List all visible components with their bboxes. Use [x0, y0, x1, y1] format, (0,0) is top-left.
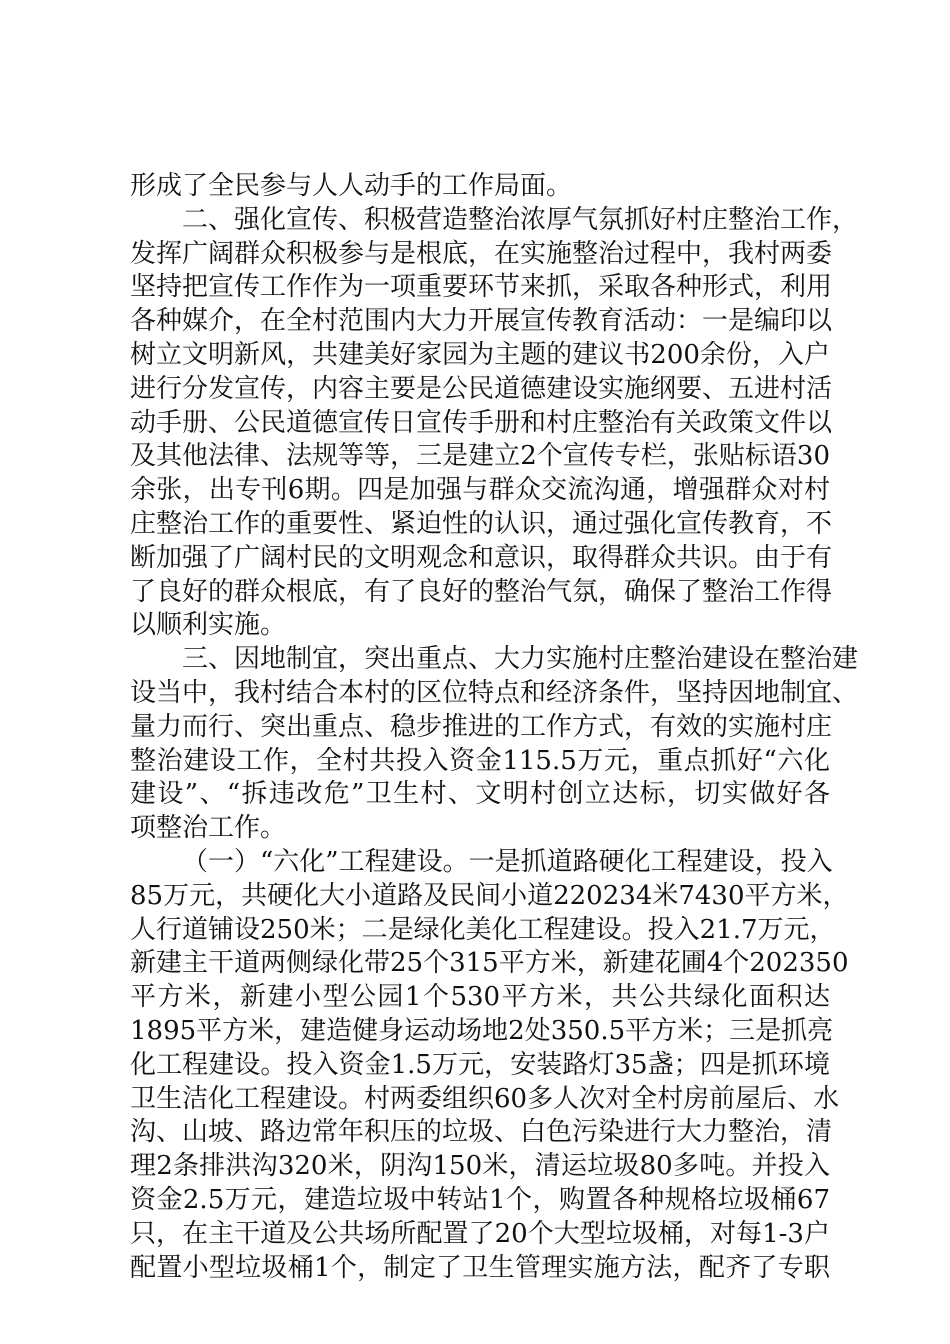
text-line: 建设”、“拆违改危”卫生村、文明村创立达标，切实做好各: [130, 779, 830, 810]
text-line: 庄整治工作的重要性、紧迫性的认识，通过强化宣传教育，不: [130, 508, 833, 539]
section-heading-line: 二、强化宣传、积极营造整治浓厚气氛抓好村庄整治工作，: [182, 204, 859, 235]
text-line: 人行道铺设250米；二是绿化美化工程建设。投入21.7万元，: [130, 914, 836, 945]
text-line: 余张，出专刊6期。四是加强与群众交流沟通，增强群众对村: [130, 475, 830, 506]
text-line: 断加强了广阔村民的文明观念和意识，取得群众共识。由于有: [130, 542, 833, 573]
text-line: 新建主干道两侧绿化带25个315平方米，新建花圃4个202350: [130, 948, 849, 979]
subsection-heading-line: （一）“六化”工程建设。一是抓道路硬化工程建设，投入: [182, 846, 833, 877]
text-line: 树立文明新风，共建美好家园为主题的建议书200余份，入户: [130, 339, 830, 370]
text-line: 设当中，我村结合本村的区位特点和经济条件，坚持因地制宜、: [130, 677, 859, 708]
text-line: 项整治工作。: [130, 813, 287, 844]
text-line: 沟、山坡、路边常年积压的垃圾、白色污染进行大力整治，清: [130, 1117, 833, 1148]
text-line: 化工程建设。投入资金1.5万元，安装路灯35盏；四是抓环境: [130, 1049, 830, 1080]
text-line: 量力而行、突出重点、稳步推进的工作方式，有效的实施村庄: [130, 711, 833, 742]
text-line: 及其他法律、法规等等，三是建立2个宣传专栏，张贴标语30: [130, 441, 830, 472]
text-line: 动手册、公民道德宣传日宣传手册和村庄整治有关政策文件以: [130, 407, 833, 438]
text-line: 1895平方米，建造健身运动场地2处350.5平方米；三是抓亮: [130, 1015, 834, 1046]
section-heading-line: 三、因地制宜，突出重点、大力实施村庄整治建设在整治建: [182, 644, 859, 675]
text-line: 配置小型垃圾桶1个，制定了卫生管理实施方法，配齐了专职: [130, 1252, 830, 1283]
text-line: 进行分发宣传，内容主要是公民道德建设实施纲要、五进村活: [130, 373, 833, 404]
text-line: 形成了全民参与人人动手的工作局面。: [130, 171, 573, 201]
text-line: 以顺利实施。: [130, 610, 287, 641]
text-line: 了良好的群众根底，有了良好的整治气氛，确保了整治工作得: [130, 576, 833, 607]
text-line: 整治建设工作，全村共投入资金115.5万元，重点抓好“六化: [130, 745, 830, 776]
text-line: 卫生洁化工程建设。村两委组织60多人次对全村房前屋后、水: [130, 1083, 840, 1114]
text-line: 85万元，共硬化大小道路及民间小道220234米7430平方米，: [130, 880, 849, 911]
document-page: [130, 170, 859, 1285]
text-line: 资金2.5万元，建造垃圾中转站1个，购置各种规格垃圾桶67: [130, 1184, 830, 1215]
text-line: 理2条排洪沟320米，阴沟150米，清运垃圾80多吨。并投入: [130, 1151, 830, 1182]
text-line: 发挥广阔群众积极参与是根底，在实施整治过程中，我村两委: [130, 238, 833, 269]
text-line: 各种媒介，在全村范围内大力开展宣传教育活动：一是编印以: [130, 306, 833, 337]
text-line: 只，在主干道及公共场所配置了20个大型垃圾桶，对每1-3户: [130, 1218, 830, 1249]
text-line: 坚持把宣传工作作为一项重要环节来抓，采取各种形式，利用: [130, 272, 833, 303]
text-line: 平方米，新建小型公园1个530平方米，共公共绿化面积达: [130, 982, 830, 1013]
